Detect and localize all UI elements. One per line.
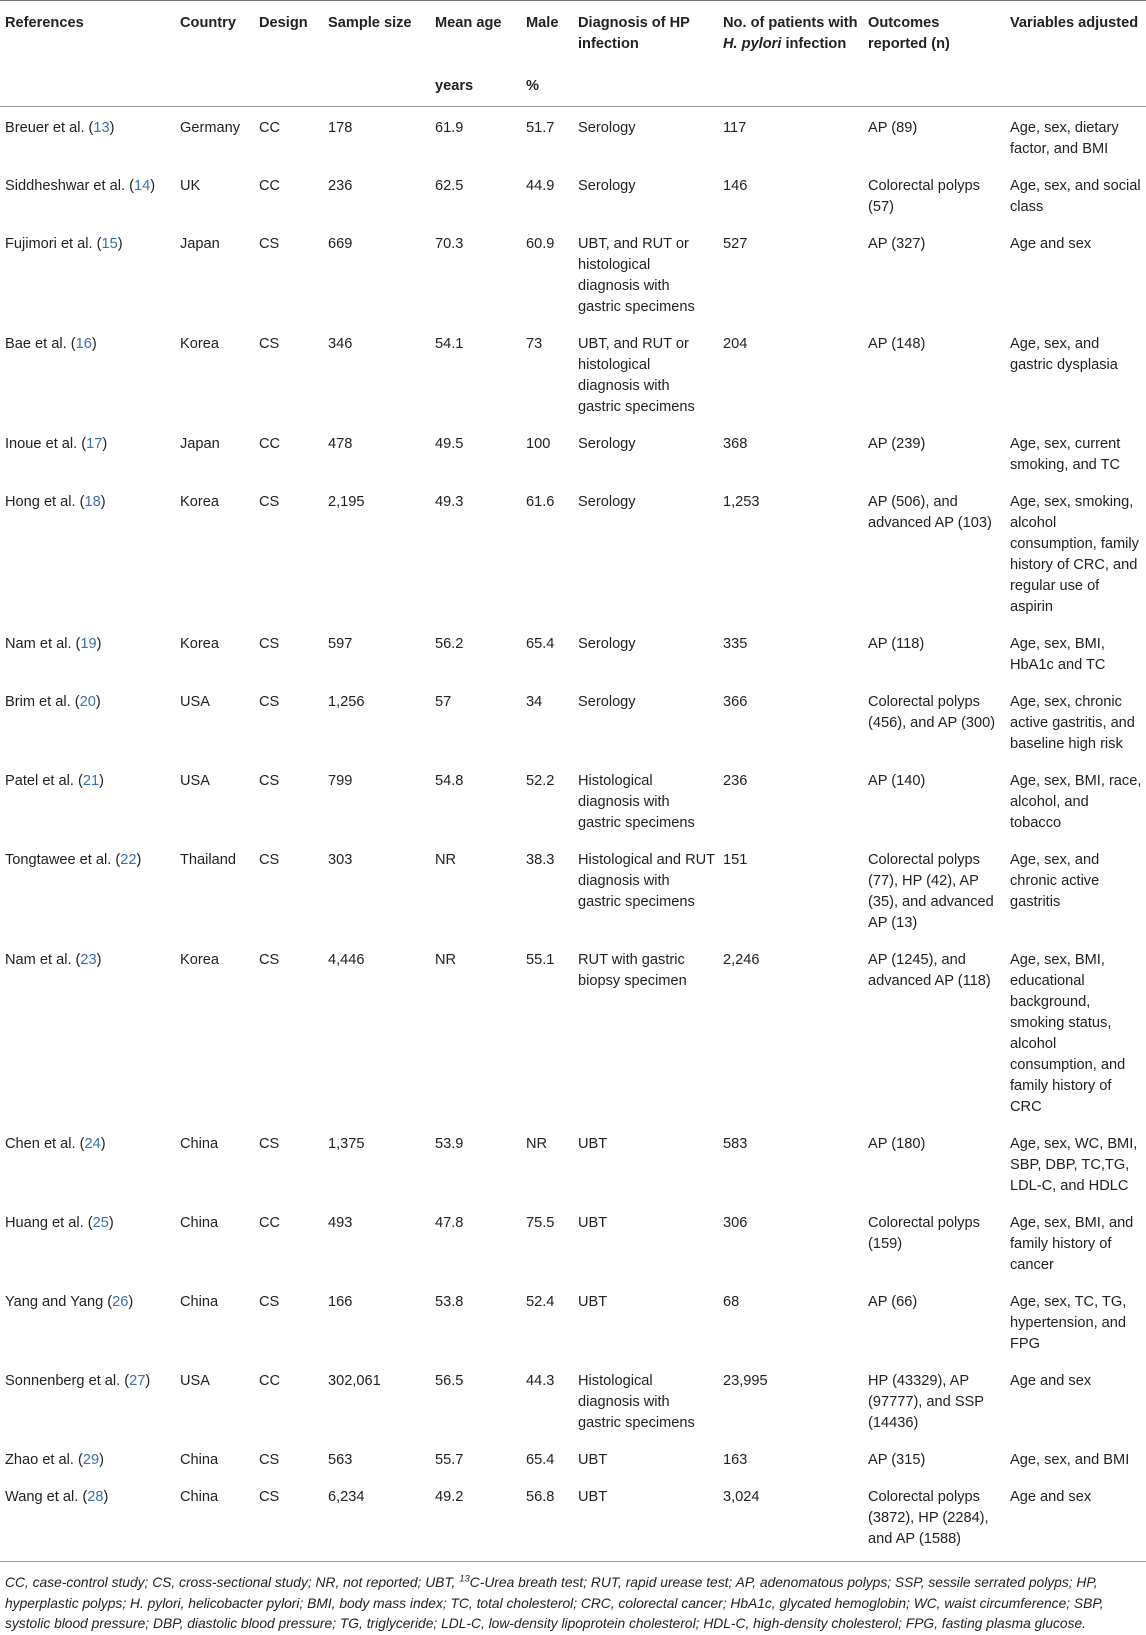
cell-design: CS [259, 694, 280, 710]
reference-author: Nam et al. ( [5, 636, 81, 652]
cell-reference [0, 1439, 176, 1476]
cell-reference [0, 1360, 176, 1439]
reference-link[interactable]: 28 [87, 1489, 104, 1505]
cell-patients: 151 [723, 852, 748, 868]
cell-sample-size: 4,446 [328, 952, 365, 968]
cell-design: CC [259, 436, 281, 452]
cell-mean-age: 62.5 [435, 178, 464, 194]
cell-mean-age: 70.3 [435, 236, 464, 252]
cell-design: CS [259, 952, 280, 968]
header-mean-age-unit: years [431, 76, 522, 107]
cell-sample-size: 597 [328, 636, 353, 652]
cell-mean-age: 54.8 [435, 773, 464, 789]
cell-country: Japan [180, 436, 220, 452]
footnote-part2: C-Urea breath test; RUT, rapid urease test; AP, adenomatous polyps; SSP, sessile serrated polyps; HP, hyperplastic polyps; H. pylori, helicobacter pylori; BMI, body mass index; TC, total cholesterol; CRC, colorectal cancer; HbA1c, glycated hemoglobin; WC, waist circumference; SBP, systolic blood pressure; DBP, diastolic blood pressure; TG, triglyceride; LDL-C, low-density lipoprotein cholesterol; HDL-C, high-density cholesterol; FPG, fasting plasma glucose. [5, 1575, 1104, 1631]
cell-patients: 335 [723, 636, 748, 652]
header-outcomes: Outcomes reported (n) [864, 1, 1006, 77]
cell-outcomes: AP (89) [868, 120, 918, 136]
cell-sample-size: 493 [328, 1215, 353, 1231]
header-units-spacer [719, 76, 864, 107]
table-row [0, 223, 1146, 323]
reference-author: Chen et al. ( [5, 1136, 85, 1152]
header-row [0, 1, 1146, 77]
reference-close: ) [100, 494, 106, 510]
cell-diagnosis: Serology [578, 636, 636, 652]
cell-sample-size: 236 [328, 178, 353, 194]
cell-outcomes: Colorectal polyps (3872), HP (2284), and AP (1588) [864, 1476, 1006, 1562]
table-row [0, 481, 1146, 623]
header-units-spacer [176, 76, 255, 107]
reference-close: ) [102, 436, 108, 452]
cell-variables: Age, sex, TC, TG, hypertension, and FPG [1010, 1294, 1127, 1352]
cell-reference [0, 1202, 176, 1281]
reference-link[interactable]: 21 [82, 773, 100, 789]
cell-patients: 23,995 [723, 1373, 768, 1389]
cell-design: CS [255, 1476, 324, 1562]
cell-variables: Age, sex, WC, BMI, SBP, DBP, TC,TG, LDL-C, and HDLC [1010, 1136, 1138, 1194]
cell-male: 55.1 [526, 952, 555, 968]
reference-link[interactable]: 17 [86, 436, 103, 452]
table-row [0, 165, 1146, 223]
cell-patients: 146 [723, 178, 748, 194]
cell-design: CS [259, 1136, 280, 1152]
cell-sample-size: 478 [328, 436, 353, 452]
cell-diagnosis: UBT, and RUT or histological diagnosis with gastric specimens [578, 336, 695, 415]
cell-male: 52.2 [526, 773, 555, 789]
reference-link[interactable]: 23 [80, 952, 97, 968]
cell-outcomes: AP (506), and advanced AP (103) [868, 494, 992, 531]
reference-author: Bae et al. ( [5, 336, 76, 352]
reference-close: ) [96, 952, 102, 968]
header-units-spacer [574, 76, 719, 107]
cell-outcomes: HP (43329), AP (97777), and SSP (14436) [868, 1373, 984, 1431]
reference-close: ) [128, 1294, 134, 1310]
cell-design: CS [259, 1294, 280, 1310]
cell-diagnosis: Serology [578, 436, 636, 452]
cell-patients: 368 [723, 436, 748, 452]
cell-mean-age: NR [435, 852, 457, 868]
table-row [0, 623, 1146, 681]
header-male: Male [522, 1, 574, 77]
reference-close: ) [96, 636, 102, 652]
cell-outcomes: AP (180) [868, 1136, 926, 1152]
cell-male: 34 [526, 694, 543, 710]
table-row [0, 939, 1146, 1123]
cell-variables: Age, sex, chronic active gastritis, and baseline high risk [1010, 694, 1135, 752]
reference-link[interactable]: 15 [101, 236, 118, 252]
cell-sample-size: 799 [328, 773, 353, 789]
cell-mean-age: 53.9 [435, 1136, 464, 1152]
reference-close: ) [99, 1452, 104, 1468]
cell-mean-age: 55.7 [435, 1452, 464, 1468]
table-row [0, 681, 1146, 760]
cell-outcomes: AP (1245), and advanced AP (118) [868, 952, 991, 989]
cell-country: China [180, 1136, 219, 1152]
cell-diagnosis: Histological diagnosis with gastric specimens [578, 773, 695, 831]
cell-patients: 583 [723, 1136, 748, 1152]
cell-reference [0, 423, 176, 481]
cell-country: China [180, 1294, 219, 1310]
cell-variables: Age, sex, and chronic active gastritis [1010, 852, 1100, 910]
reference-author: Nam et al. ( [5, 952, 81, 968]
cell-diagnosis: RUT with gastric biopsy specimen [578, 952, 687, 989]
cell-design: CS [259, 636, 280, 652]
table-row [0, 1439, 1146, 1476]
reference-author: Huang et al. ( [5, 1215, 93, 1231]
reference-close: ) [99, 773, 104, 789]
cell-male: 100 [526, 436, 551, 452]
cell-country: Thailand [180, 852, 236, 868]
cell-patients: 3,024 [719, 1476, 864, 1562]
footnote-sup: 13 [459, 1573, 470, 1585]
header-diagnosis: Diagnosis of HP infection [574, 1, 719, 77]
cell-design: CC [259, 120, 281, 136]
cell-male: 60.9 [526, 236, 555, 252]
header-units-spacer [0, 76, 176, 107]
reference-author: Zhao et al. ( [5, 1452, 83, 1468]
header-patients-suffix: infection [781, 36, 847, 52]
cell-mean-age: 56.2 [435, 636, 464, 652]
cell-male: 73 [526, 336, 543, 352]
cell-country: Japan [180, 236, 220, 252]
cell-country: Korea [180, 636, 219, 652]
cell-design: CS [259, 1452, 280, 1468]
table-row [0, 1476, 1146, 1562]
cell-male: 56.8 [522, 1476, 574, 1562]
cell-outcomes: Colorectal polyps (159) [868, 1215, 980, 1252]
cell-outcomes: AP (66) [868, 1294, 918, 1310]
table-row [0, 1281, 1146, 1360]
cell-patients: 163 [723, 1452, 748, 1468]
cell-patients: 236 [723, 773, 748, 789]
cell-mean-age: 49.5 [435, 436, 464, 452]
reference-close: ) [117, 236, 123, 252]
reference-author: Siddheshwar et al. ( [5, 178, 134, 194]
table-row [0, 1123, 1146, 1202]
cell-reference [0, 107, 176, 166]
cell-reference [0, 165, 176, 223]
cell-reference [0, 1281, 176, 1360]
cell-outcomes: Colorectal polyps (77), HP (42), AP (35), and advanced AP (13) [868, 852, 994, 931]
cell-outcomes: AP (239) [868, 436, 926, 452]
header-country: Country [176, 1, 255, 77]
cell-mean-age: 56.5 [435, 1373, 464, 1389]
reference-link[interactable]: 25 [92, 1215, 109, 1231]
reference-link[interactable]: 13 [93, 120, 110, 136]
cell-diagnosis: Histological and RUT diagnosis with gastric specimens [578, 852, 715, 910]
cell-diagnosis: Serology [578, 120, 636, 136]
cell-country: Korea [180, 494, 219, 510]
cell-variables: Age, sex, dietary factor, and BMI [1010, 120, 1119, 157]
cell-variables: Age, sex, and BMI [1010, 1452, 1130, 1468]
cell-patients: 366 [723, 694, 748, 710]
cell-male: 44.9 [526, 178, 555, 194]
table-row [0, 107, 1146, 166]
table-row [0, 760, 1146, 839]
cell-variables: Age, sex, BMI, educational background, smoking status, alcohol consumption, and family history of CRC [1010, 952, 1126, 1115]
cell-sample-size: 669 [328, 236, 353, 252]
header-references: References [0, 1, 176, 77]
table-row [0, 1360, 1146, 1439]
cell-outcomes: Colorectal polyps (456), and AP (300) [868, 694, 996, 731]
cell-reference [0, 223, 176, 323]
cell-mean-age: 47.8 [435, 1215, 464, 1231]
reference-link[interactable]: 26 [112, 1294, 129, 1310]
reference-close: ) [95, 694, 101, 710]
reference-link[interactable]: 14 [133, 178, 151, 194]
reference-link[interactable]: 19 [80, 636, 97, 652]
cell-diagnosis: Serology [578, 694, 636, 710]
cell-design: CS [259, 494, 280, 510]
header-mean-age: Mean age [431, 1, 522, 77]
cell-diagnosis: UBT [578, 1136, 608, 1152]
cell-country: Korea [180, 336, 219, 352]
cell-country: China [176, 1476, 255, 1562]
cell-patients: 204 [723, 336, 748, 352]
cell-sample-size: 346 [328, 336, 353, 352]
cell-design: CC [259, 178, 281, 194]
reference-link[interactable]: 16 [75, 336, 92, 352]
cell-patients: 306 [723, 1215, 748, 1231]
header-design: Design [255, 1, 324, 77]
cell-design: CC [259, 1373, 281, 1389]
cell-country: USA [180, 1373, 211, 1389]
cell-variables: Age, sex, smoking, alcohol consumption, family history of CRC, and regular use of aspirin [1010, 494, 1139, 615]
reference-link[interactable]: 18 [84, 494, 101, 510]
cell-country: China [180, 1452, 219, 1468]
cell-variables: Age and sex [1010, 1373, 1092, 1389]
header-units-spacer [255, 76, 324, 107]
cell-diagnosis: Serology [578, 494, 636, 510]
header-units-spacer [324, 76, 431, 107]
cell-country: USA [180, 694, 211, 710]
header-units-row [0, 76, 1146, 107]
cell-sample-size: 178 [328, 120, 353, 136]
header-patients-italic: H. pylori [723, 36, 782, 52]
cell-design: CC [259, 1215, 281, 1231]
reference-author: Tongtawee et al. ( [5, 852, 121, 868]
cell-sample-size: 2,195 [328, 494, 365, 510]
cell-diagnosis: Serology [578, 178, 636, 194]
reference-close: ) [108, 1215, 114, 1231]
table-body [0, 107, 1146, 1562]
reference-link[interactable]: 29 [82, 1452, 100, 1468]
footnote-part1: CC, case-control study; CS, cross-sectional study; NR, not reported; UBT, [5, 1575, 460, 1590]
cell-design: CS [259, 236, 280, 252]
header-sample-size: Sample size [324, 1, 431, 77]
cell-male: 52.4 [526, 1294, 555, 1310]
cell-reference [0, 939, 176, 1123]
cell-reference [0, 1123, 176, 1202]
cell-sample-size: 166 [328, 1294, 353, 1310]
cell-variables: Age, sex, BMI, race, alcohol, and tobacco [1010, 773, 1142, 831]
cell-variables: Age, sex, current smoking, and TC [1010, 436, 1121, 473]
cell-design: CS [259, 852, 280, 868]
cell-country: USA [180, 773, 211, 789]
cell-reference [0, 323, 176, 423]
header-units-spacer [1006, 76, 1146, 107]
cell-design: CS [259, 773, 280, 789]
reference-author: Hong et al. ( [5, 494, 85, 510]
cell-male: 51.7 [526, 120, 555, 136]
table-row [0, 1202, 1146, 1281]
table-footnote [0, 1562, 1146, 1635]
cell-reference [0, 839, 176, 939]
cell-country: Korea [180, 952, 219, 968]
cell-outcomes: AP (148) [868, 336, 926, 352]
cell-patients: 527 [723, 236, 748, 252]
cell-mean-age: 49.2 [431, 1476, 522, 1562]
reference-author: Brim et al. ( [5, 694, 80, 710]
header-patients-prefix: No. of patients with [723, 15, 858, 31]
cell-sample-size: 303 [328, 852, 353, 868]
cell-male: 65.4 [526, 1452, 555, 1468]
cell-design: CS [259, 336, 280, 352]
reference-author: Fujimori et al. ( [5, 236, 102, 252]
cell-patients: 68 [723, 1294, 740, 1310]
cell-variables: Age, sex, BMI, and family history of cancer [1010, 1215, 1134, 1273]
table-row [0, 839, 1146, 939]
reference-author: Inoue et al. ( [5, 436, 87, 452]
reference-close: ) [150, 178, 156, 194]
cell-outcomes: AP (118) [868, 636, 925, 652]
cell-diagnosis: UBT [574, 1476, 719, 1562]
header-patients [719, 1, 864, 77]
reference-link[interactable]: 27 [129, 1373, 146, 1389]
table-row [0, 423, 1146, 481]
cell-mean-age: 57 [435, 694, 452, 710]
cell-mean-age: 54.1 [435, 336, 464, 352]
cell-mean-age: NR [435, 952, 457, 968]
reference-close: ) [109, 120, 115, 136]
reference-link[interactable]: 22 [120, 852, 137, 868]
cell-male: 44.3 [526, 1373, 555, 1389]
cell-outcomes: AP (315) [868, 1452, 926, 1468]
cell-sample-size: 1,375 [328, 1136, 365, 1152]
cell-reference [0, 481, 176, 623]
cell-male: 38.3 [526, 852, 555, 868]
header-variables: Variables adjusted [1006, 1, 1146, 77]
cell-sample-size: 563 [328, 1452, 353, 1468]
cell-diagnosis: UBT [578, 1215, 608, 1231]
header-units-spacer [864, 76, 1006, 107]
reference-author: Wang et al. ( [5, 1489, 88, 1505]
cell-reference [0, 623, 176, 681]
cell-male: 65.4 [526, 636, 555, 652]
reference-author: Sonnenberg et al. ( [5, 1373, 130, 1389]
cell-diagnosis: Histological diagnosis with gastric specimens [578, 1373, 695, 1431]
cell-patients: 2,246 [723, 952, 760, 968]
cell-patients: 1,253 [723, 494, 760, 510]
cell-diagnosis: UBT [578, 1452, 608, 1468]
reference-close: ) [103, 1489, 109, 1505]
table-row [0, 323, 1146, 423]
cell-male: 75.5 [526, 1215, 555, 1231]
cell-country: Germany [180, 120, 241, 136]
header-male-unit: % [522, 76, 574, 107]
cell-variables: Age, sex, BMI, HbA1c and TC [1010, 636, 1106, 673]
reference-close: ) [136, 852, 142, 868]
cell-country: UK [180, 178, 201, 194]
cell-variables: Age, sex, and social class [1010, 178, 1141, 215]
cell-country: China [180, 1215, 219, 1231]
cell-variables: Age and sex [1010, 236, 1092, 252]
cell-outcomes: AP (327) [868, 236, 926, 252]
reference-link[interactable]: 24 [84, 1136, 101, 1152]
cell-diagnosis: UBT [578, 1294, 608, 1310]
reference-close: ) [145, 1373, 151, 1389]
cell-reference [0, 1476, 176, 1562]
cell-patients: 117 [723, 120, 747, 136]
cell-variables: Age, sex, and gastric dysplasia [1010, 336, 1118, 373]
reference-close: ) [100, 1136, 106, 1152]
cell-variables: Age and sex [1006, 1476, 1146, 1562]
cell-male: NR [526, 1136, 548, 1152]
table-header [0, 1, 1146, 107]
cell-male: 61.6 [526, 494, 555, 510]
cell-mean-age: 53.8 [435, 1294, 464, 1310]
cell-sample-size: 1,256 [328, 694, 365, 710]
cell-outcomes: AP (140) [868, 773, 926, 789]
reference-author: Patel et al. ( [5, 773, 83, 789]
reference-close: ) [91, 336, 97, 352]
cell-reference [0, 681, 176, 760]
cell-sample-size: 302,061 [328, 1373, 381, 1389]
reference-author: Breuer et al. ( [5, 120, 94, 136]
cell-outcomes: Colorectal polyps (57) [868, 178, 980, 215]
reference-author: Yang and Yang ( [5, 1294, 113, 1310]
cell-diagnosis: UBT, and RUT or histological diagnosis with gastric specimens [578, 236, 695, 315]
cell-reference [0, 760, 176, 839]
reference-link[interactable]: 20 [79, 694, 96, 710]
cell-sample-size: 6,234 [324, 1476, 431, 1562]
cell-mean-age: 61.9 [435, 120, 464, 136]
cell-mean-age: 49.3 [435, 494, 464, 510]
